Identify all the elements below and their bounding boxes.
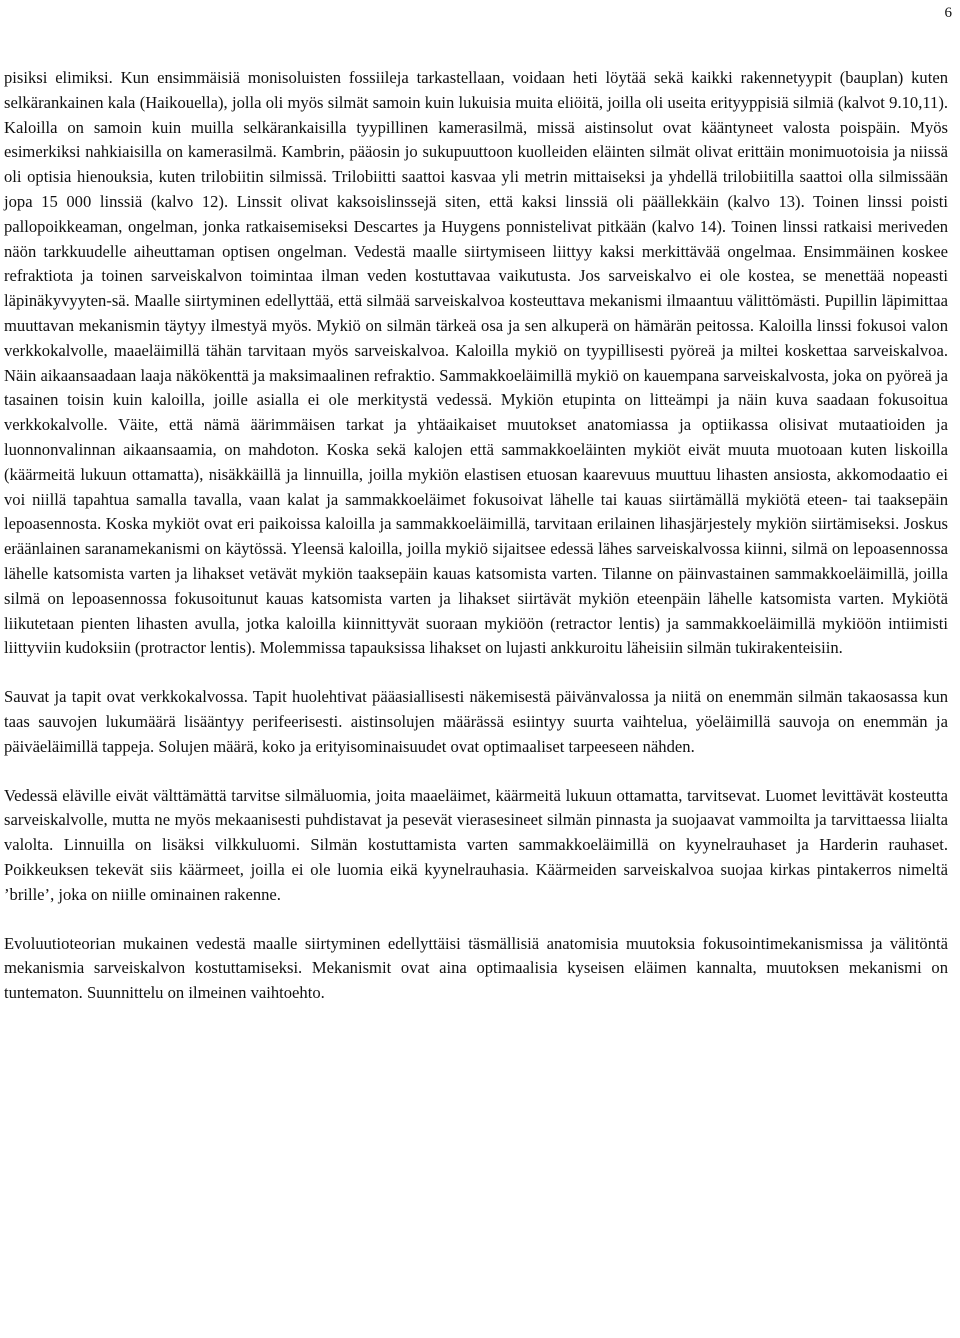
document-body [4,66,948,1006]
page-number: 6 [944,5,952,21]
paragraph-rods-and-cones: Sauvat ja tapit ovat verkkokalvossa. Tapit huolehtivat pääasiallisesti näkemisestä päivänvalossa ja niitä on enemmän silmän takaosassa kun taas sauvojen lukumäärä lisääntyy perifeerisesti. aistinsolujen määrässä esiintyy suurta vaihtelua, yöeläimillä sauvoja on enemmän ja päiväeläimillä tappeja. Solujen määrä, koko ja erityisominaisuudet ovat optimaaliset tarpeeseen nähden. [4,687,948,756]
paragraph-conclusion: Evoluutioteorian mukainen vedestä maalle siirtyminen edellyttäisi täsmällisiä anatomisia muutoksia fokusointimekanismissa ja välitöntä mekanismia sarveiskalvon kostuttamiseksi. Mekanismit ovat aina optimaalisia kyseisen eläimen kannalta, muutoksen mekanismi on tuntematon. Suunnittelu on ilmeinen vaihtoehto. [4,933,948,1003]
paragraph-eyes-evolution: pisiksi elimiksi. Kun ensimmäisiä monisoluisten fossiileja tarkastellaan, voidaan heti löytää sekä kaikki rakennetyypit (bauplan) kuten selkärankainen kala (Haikouella), jolla oli myös silmät samoin kuin lukuisia muita eliöitä, joilla oli useita erityyppisiä silmiä (kalvot 9.10,11). Kaloilla on samoin kuin muilla selkärankaisilla tyypillinen kamerasilmä, missä aistinsolut ovat kääntyneet valosta poispäin. Myös esimerkiksi nahkiaisilla on kamerasilmä. Kambrin, pääosin jo sukupuuttoon kuolleiden eläinten silmät olivat erittäin monimuotoisia ja niissä oli optisia hienouksia, kuten trilobiitin silmissä. Trilobiitti saattoi kasvaa yli metrin mittaiseksi ja yhdellä trilobiitilla saattoi olla silmissään jopa 15 000 linssiä (kalvo 12). Linssit olivat kaksoislinssejä siten, että kaksi linssiä oli päällekkäin (kalvo 13). Toinen linssi poisti pallopoikkeaman, ongelman, jonka ratkaisemiseksi Descartes ja Huygens ponnistelivat pitkään (kalvo 14). Toinen linssi ratkaisi meriveden näön tarkkuudelle aiheuttaman optisen ongelman. Vedestä maalle siirtymiseen liittyy kaksi merkittävää ongelmaa. Ensimmäinen koskee refraktiota ja toinen sarveiskalvon toimintaa ilman veden kostuttavaa vaikutusta. Jos sarveiskalvo ei ole kostea, se menettää nopeasti läpinäkyvyyten-sä. Maalle siirtyminen edellyttää, että silmää sarveiskalvoa kosteuttava mekanismi ilmaantuu välittömästi. Pupillin läpimittaa muuttavan mekanismin täytyy ilmestyä myös. Mykiö on silmän tärkeä osa ja sen alkuperä on hämärän peitossa. Kaloilla linssi fokusoi valon verkkokalvolle, maaeläimillä tähän tarvitaan myös sarveiskalvoa. Kaloilla mykiö on tyypillisesti pyöreä ja miltei koskettaa sarveiskalvoa. Näin aikaansaadaan laaja näkökenttä ja maksimaalinen refraktio. Sammakkoeläimillä mykiö on kauempana sarveiskalvosta, joka on pyöreä ja tasainen toisin kuin kaloilla, joille asialla ei ole merkitystä vedessä. Mykiön etupinta on litteämpi ja näin kuva saadaan fokusoitua verkkokalvolle. Väite, että nämä äärimmäisen tarkat ja yhtäaikaiset muutokset anatomiassa ja optiikassa olisivat mutaatioiden ja luonnonvalinnan aikaansaamia, on mahdoton. Koska sekä kalojen että sammakkoeläinten mykiöt eivät muuta muotoaan kuten liskoilla (käärmeitä lukuun ottamatta), nisäkkäillä ja linnuilla, joilla mykiön elastisen etuosan kaarevuus muuttuu lihasten ansiosta, akkomodaatio ei voi niillä tapahtua samalla tavalla, vaan kalat ja sammakkoeläimet fokusoivat lähelle tai kauas siirtämällä mykiötä eteen- tai taaksepäin lepoasennosta. Koska mykiöt ovat eri paikoissa kaloilla ja sammakkoeläimillä, tarvitaan erilainen lihasjärjestely mykiön siirtämiseksi. Joskus eräänlainen saranamekanismi on käytössä. Yleensä kaloilla, joilla mykiö sijaitsee edessä lähes sarveiskalvossa kiinni, silmä on lepoasennossa lähelle katsomista varten ja lihakset vetävät mykiön taaksepäin kauas katsomista varten. Tilanne on päinvastainen sammakkoeläimillä, joilla silmä on lepoasennossa fokusoitunut kauas katsomista varten ja lihakset siirtävät mykiön eteenpäin lähelle katsomista varten. Mykiötä liikutetaan pienten lihasten avulla, jotka kaloilla kiinnittyvät suoraan mykiöön (retractor lentis) ja sammakkoeläimillä mykiöön intiimisti liittyviin kudoksiin (protractor lentis). Molemmissa tapauksissa lihakset on lujasti ankkuroitu läheisiin silmän tukirakenteisiin. [4,68,948,658]
paragraph-eyelids: Vedessä eläville eivät välttämättä tarvitse silmäluomia, joita maaeläimet, käärmeitä lukuun ottamatta, tarvitsevat. Luomet levittävät kosteutta sarveiskalvolle, mutta ne myös mekaanisesti puhdistavat ja pesevät vierasesineet silmän pinnasta ja suojaavat vammoilta ja tarvittaessa liialta valolta. Linnuilla on lisäksi vilkkuluomi. Silmän kostuttamista varten sammakkoeläimillä on kyynelrauhaset ja Harderin rauhaset. Poikkeuksen tekevät siis käärmeet, joilla ei ole luomia eikä kyynelrauhasia. Käärmeiden sarveiskalvoa suojaa kirkas pintakerros nimeltä ’brille’, joka on niille ominainen rakenne. [4,785,948,904]
